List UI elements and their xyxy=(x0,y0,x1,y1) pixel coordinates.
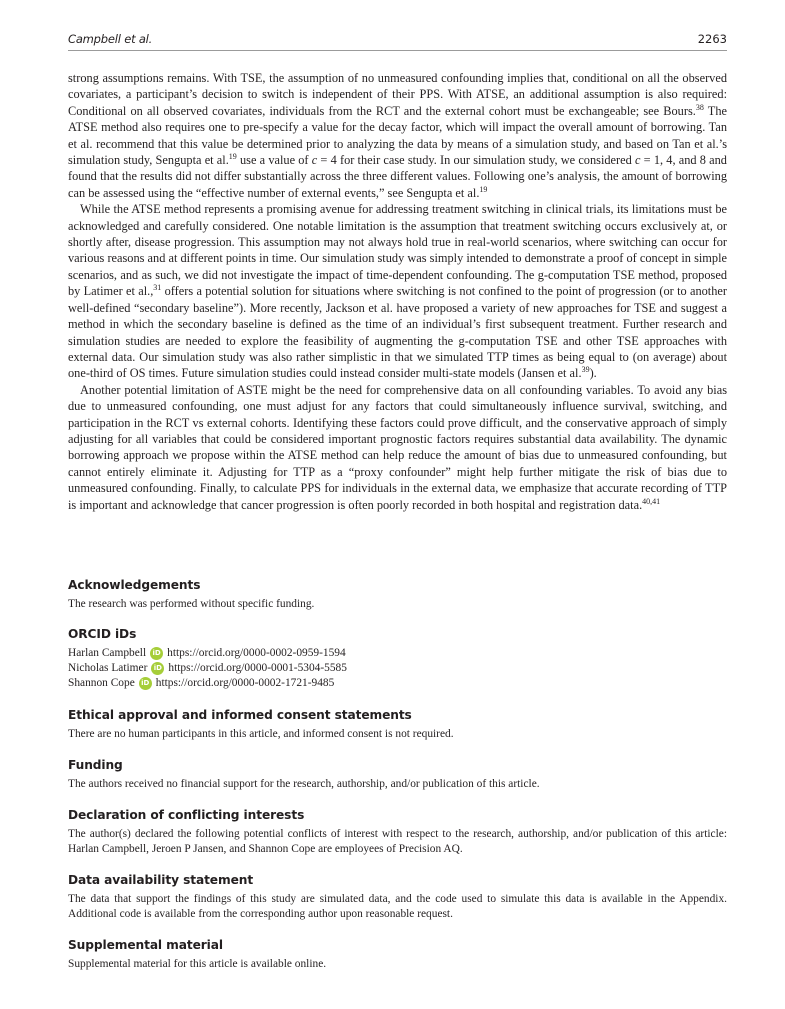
section-orcid xyxy=(68,627,727,691)
running-head-authors: Campbell et al. xyxy=(68,32,153,46)
text-run: = 1, 4, and 8 and found that the results did not differ substantially across the three different values. Following one’s analysis, the amount of borrowing can be assessed using the “effective number of external events,” see Sengupta et al. xyxy=(68,153,727,200)
orcid-icon: iD xyxy=(150,647,163,660)
section-funding xyxy=(68,758,727,792)
orcid-icon: iD xyxy=(151,662,164,675)
paragraph-1 xyxy=(68,70,727,201)
orcid-entry xyxy=(68,646,727,661)
citation-ref[interactable]: 38 xyxy=(695,102,704,112)
section-text: The author(s) declared the following potential conflicts of interest with respect to the research, authorship, and/or publication of this article: Harlan Campbell, Jeroen P Jansen, and Shannon Cope are employees of Precision AQ. xyxy=(68,828,727,855)
paragraph-2 xyxy=(68,201,727,381)
text-run: offers a potential solution for situations where switching is not confined to the point of progression (or to another well-defined “secondary baseline”). More recently, Jackson et al. have proposed a variety of new approaches for TSE and suggest a method in which the secondary baseline is defined as the time of an individual’s first subsequent treatment. Further research and simulation studies are needed to explore the feasibility of augmenting the g-computation TSE and other TSE approaches with external data. Our simulation study was also rather simplistic in that we simulated TTP times as being equal to (on average) about one-third of OS times. Future simulation studies could instead consider multi-state models (Jansen et al. xyxy=(68,284,727,381)
page-number: 2263 xyxy=(697,32,727,46)
paragraph-3 xyxy=(68,382,727,513)
orcid-icon: iD xyxy=(139,677,152,690)
citation-ref[interactable]: 39 xyxy=(581,365,590,375)
text-run: strong assumptions remains. With TSE, the assumption of no unmeasured confounding implies that, conditional on all the observed covariates, a participant’s decision to switch is independent of their PPS. With ATSE, an additional assumption is also required: Conditional on all observed covariates, individuals from the RCT and the external cohort must be exchangeable; see Bours. xyxy=(68,71,727,118)
section-heading: Ethical approval and informed consent statements xyxy=(68,708,412,722)
section-data-availability xyxy=(68,873,727,922)
body-text xyxy=(68,70,727,513)
orcid-link[interactable]: https://orcid.org/0000-0002-0959-1594 xyxy=(167,647,346,659)
citation-ref[interactable]: 31 xyxy=(153,283,162,293)
author-name: Nicholas Latimer xyxy=(68,662,148,674)
section-heading: ORCID iDs xyxy=(68,627,137,641)
section-text: The data that support the findings of this study are simulated data, and the code used to simulate this data is available in the Appendix. Additional code is available from the corresponding author upon reasonable request. xyxy=(68,893,727,920)
author-name: Shannon Cope xyxy=(68,677,135,689)
text-run: = 4 for their case study. In our simulation study, we considered xyxy=(317,153,635,168)
section-heading: Data availability statement xyxy=(68,873,254,887)
section-heading: Declaration of conflicting interests xyxy=(68,808,305,822)
citation-ref[interactable]: 40,41 xyxy=(642,496,661,506)
text-run: Another potential limitation of ASTE might be the need for comprehensive data on all confounding variables. To avoid any bias due to unmeasured confounding, one must adjust for any factors that could simultaneously influence survival, switching, and participation in the RCT vs external cohorts. Identifying these factors could prove difficult, and the conservative approach of simply adjusting for all variables that could be considered important prognostic factors requires substantial data availability. The dynamic borrowing approach we propose within the ATSE method can help reduce the amount of bias due to unmeasured confounding, but cannot entirely eliminate it. Adjusting for TTP as a “proxy confounder” might help further mitigate the risk of bias due to unmeasured confounding. Finally, to calculate PPS for individuals in the external data, we emphasize that accurate recording of TTP is important and acknowledge that cancer progression is often poorly recorded in both hospital and registration data. xyxy=(68,382,727,512)
section-text: There are no human participants in this article, and informed consent is not required. xyxy=(68,728,454,740)
citation-ref[interactable]: 19 xyxy=(479,184,488,194)
orcid-list xyxy=(68,646,727,691)
section-conflicts xyxy=(68,808,727,857)
orcid-link[interactable]: https://orcid.org/0000-0002-1721-9485 xyxy=(155,677,335,689)
text-run: The ATSE method also requires one to pre-specify a value for the decay factor, which will impact the overall amount of borrowing. Tan et al. recommend that this value be determined prior to analyzing the data by means of a simulation study, and based on Tan et al.’s simulation study, Sengupta et al. xyxy=(68,103,727,168)
math-var: c xyxy=(635,153,641,168)
author-name: Harlan Campbell xyxy=(68,647,147,659)
section-heading: Supplemental material xyxy=(68,938,223,952)
section-heading: Funding xyxy=(68,758,123,772)
section-acknowledgements xyxy=(68,578,727,612)
orcid-link[interactable]: https://orcid.org/0000-0001-5304-5585 xyxy=(168,662,347,674)
section-supplemental xyxy=(68,938,727,972)
section-heading: Acknowledgements xyxy=(68,578,201,592)
text-run: While the ATSE method represents a promising avenue for addressing treatment switching in clinical trials, its limitations must be acknowledged and carefully considered. One notable limitation is the assumption that treatment switching occurs exclusively at, or shortly after, disease progression. This assumption may not always hold true in real-world scenarios, where switching can occur for various reasons and at different points in time. Our simulation study was simply intended to demonstrate a proof of concept in simple scenarios, and as such, we did not investigate the impact of time-dependent confounding. The g-computation TSE method, proposed by Latimer et al., xyxy=(68,202,727,299)
running-head xyxy=(68,30,727,51)
math-var: c xyxy=(311,153,318,168)
orcid-entry xyxy=(68,676,727,691)
citation-ref[interactable]: 19 xyxy=(228,151,237,161)
text-run: use a value of xyxy=(236,153,312,168)
section-ethics xyxy=(68,708,727,742)
section-text: The authors received no financial support for the research, authorship, and/or publication of this article. xyxy=(68,778,540,790)
text-run: ). xyxy=(589,366,597,381)
section-text: Supplemental material for this article is available online. xyxy=(68,958,327,970)
section-text: The research was performed without specific funding. xyxy=(68,598,315,610)
orcid-entry xyxy=(68,661,727,676)
